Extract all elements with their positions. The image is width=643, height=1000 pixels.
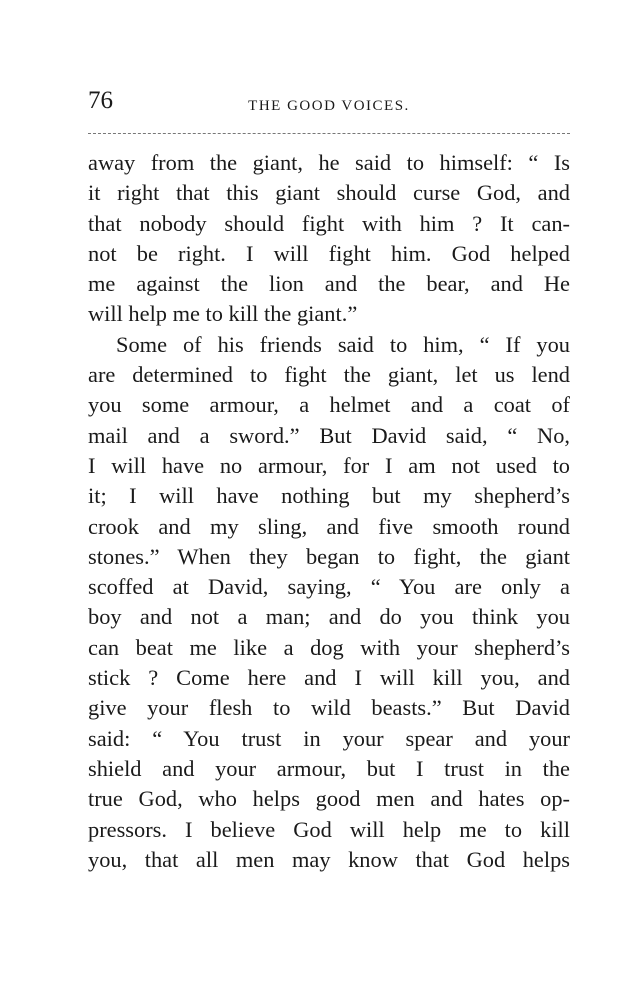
text-line: me against the lion and the bear, and He (88, 271, 570, 297)
text-line: you, that all men may know that God helps (88, 846, 570, 872)
page-header (88, 80, 570, 120)
text-line: pressors. I believe God will help me to kill (88, 816, 570, 842)
text-line: crook and my sling, and five smooth round (88, 513, 570, 539)
text-line: you some armour, a helmet and a coat of (88, 392, 570, 418)
text-line: scoffed at David, saying, “ You are only a (88, 574, 570, 600)
running-head: THE GOOD VOICES. (248, 98, 410, 114)
text-line: it; I will have nothing but my shepherd’s (88, 483, 570, 509)
body-text (88, 148, 570, 875)
text-line: I will have no armour, for I am not used to (88, 452, 570, 478)
text-line: will help me to kill the giant.” (88, 301, 358, 327)
text-line: are determined to fight the giant, let us lend (88, 362, 570, 388)
text-line: said: “ You trust in your spear and your (88, 725, 570, 751)
text-line: true God, who helps good men and hates op- (88, 786, 570, 812)
text-line: boy and not a man; and do you think you (88, 604, 570, 630)
text-line: away from the giant, he said to himself: “ Is (88, 150, 570, 175)
text-line: that nobody should fight with him ? It can- (88, 210, 570, 236)
text-line: give your flesh to wild beasts.” But David (88, 695, 570, 721)
text-line: can beat me like a dog with your shepherd’s (88, 634, 570, 660)
text-line: Some of his friends said to him, “ If you (116, 331, 570, 357)
text-line: stones.” When they began to fight, the giant (88, 543, 570, 569)
text-line: mail and a sword.” But David said, “ No, (88, 422, 570, 448)
text-line: not be right. I will fight him. God helped (88, 240, 570, 266)
page-number: 76 (88, 87, 113, 114)
header-rule (88, 133, 570, 134)
text-line: it right that this giant should curse God, and (88, 180, 570, 206)
text-line: stick ? Come here and I will kill you, and (88, 665, 570, 691)
text-line: shield and your armour, but I trust in the (88, 755, 570, 781)
